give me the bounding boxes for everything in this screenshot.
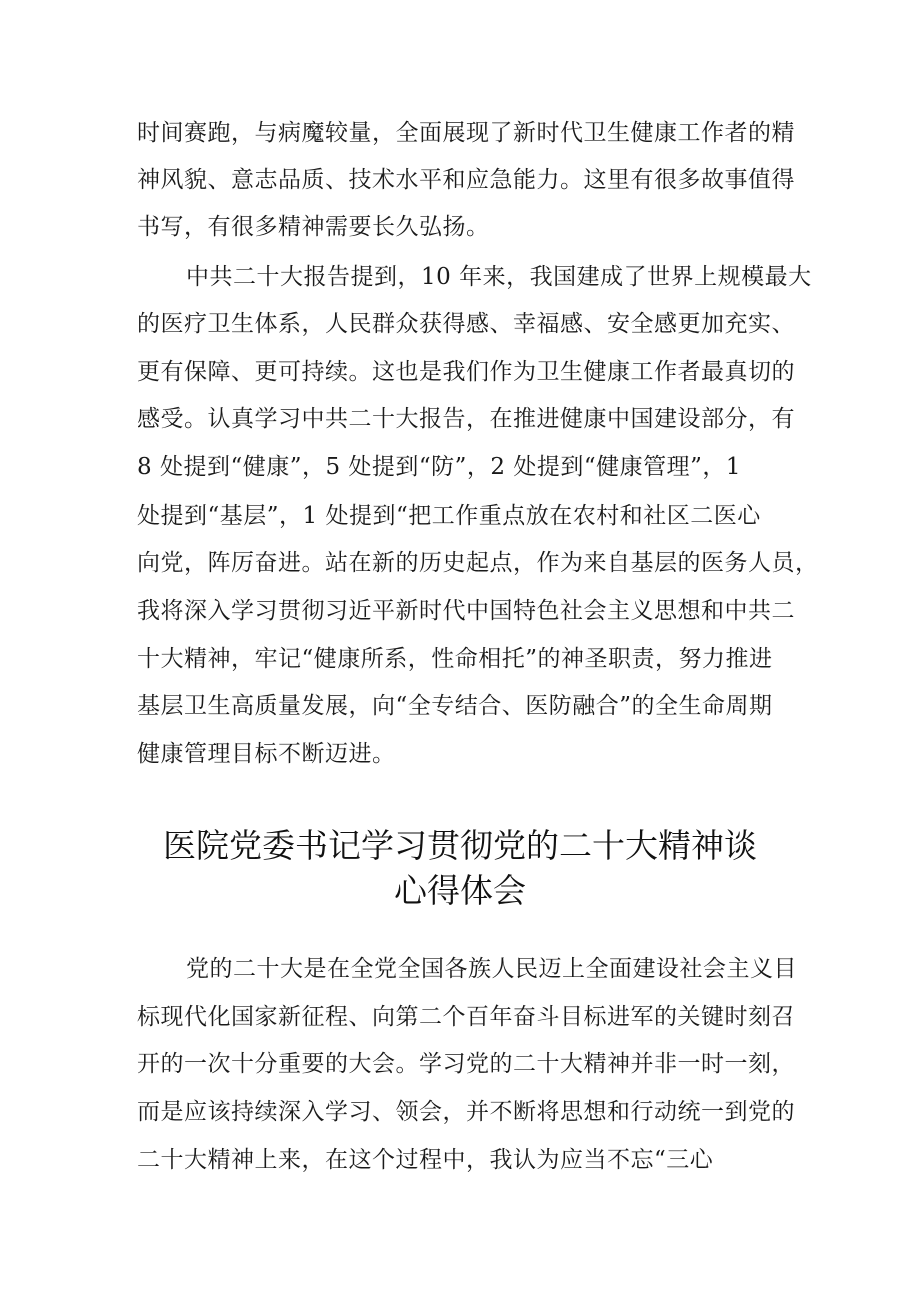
paragraph-1-line-2: 神风貌、意志品质、技术水平和应急能力。这里有很多故事值得 (137, 167, 795, 193)
paragraph-2-line-7: 向党，阵厉奋进。站在新的历史起点，作为来自基层的医务人员， (137, 550, 819, 576)
article-title-line-1: 医院党委书记学习贯彻党的二十大精神谈 (163, 826, 757, 865)
paragraph-2-line-11: 健康管理目标不断迈进。 (137, 741, 396, 767)
paragraph-2-line-4: 感受。认真学习中共二十大报告，在推进健康中国建设部分，有 (137, 406, 795, 432)
paragraph-3-line-2: 标现代化国家新征程、向第二个百年奋斗目标进军的关键时刻召 (137, 1004, 795, 1030)
article-title-line-2: 心得体会 (394, 871, 526, 910)
paragraph-2-line-2: 的医疗卫生体系，人民群众获得感、幸福感、安全感更加充实、 (137, 311, 795, 337)
paragraph-2-line-8: 我将深入学习贯彻习近平新时代中国特色社会主义思想和中共二 (137, 598, 795, 624)
paragraph-2-line-3: 更有保障、更可持续。这也是我们作为卫生健康工作者最真切的 (137, 359, 795, 385)
paragraph-2-line-9: 十大精神，牢记“健康所系，性命相托”的神圣职责，努力推进 (137, 646, 773, 672)
paragraph-2-line-1: 中共二十大报告提到，10 年来，我国建成了世界上规模最大 (186, 264, 812, 290)
paragraph-2-line-6: 处提到“基层”，1 处提到“把工作重点放在农村和社区二医心 (137, 503, 761, 529)
paragraph-3-line-4: 而是应该持续深入学习、领会，并不断将思想和行动统一到党的 (137, 1099, 795, 1125)
paragraph-3-line-3: 开的一次十分重要的大会。学习党的二十大精神并非一时一刻， (137, 1051, 795, 1077)
paragraph-2-line-10: 基层卫生高质量发展，向“全专结合、医防融合”的全生命周期 (137, 693, 773, 719)
paragraph-1-line-3: 书写，有很多精神需要长久弘扬。 (137, 214, 490, 240)
paragraph-3-line-5: 二十大精神上来，在这个过程中，我认为应当不忘“三心 (137, 1147, 714, 1173)
paragraph-3-line-1: 党的二十大是在全党全国各族人民迈上全面建设社会主义目 (186, 956, 797, 982)
paragraph-1-line-1: 时间赛跑，与病魔较量，全面展现了新时代卫生健康工作者的精 (137, 120, 795, 146)
paragraph-2-line-5: 8 处提到“健康”，5 处提到“防”，2 处提到“健康管理”，1 (137, 454, 742, 480)
